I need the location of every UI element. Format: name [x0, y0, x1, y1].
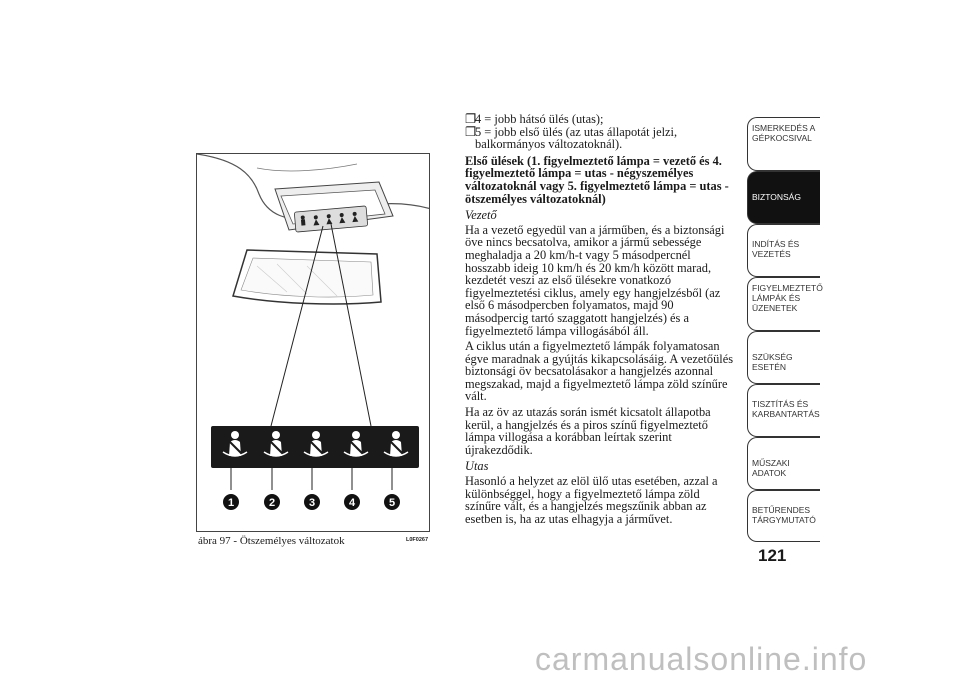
chapter-tabs — [747, 117, 823, 542]
tab-figyelmezteto[interactable] — [747, 277, 823, 331]
tab-label: ISMERKEDÉS A GÉPKOCSIVAL — [752, 123, 815, 143]
paragraph: Ha a vezető egyedül van a járműben, és a biztonsági öve nincs becsatolva, amikor a jármű sebessége meghaladja a 20 km/h-t vagy 5 másodpercnél hosszabb ideig 10 km/h és 20 km/h között marad, kezdetét veszi az első ülésekre vonatkozó figyelmeztetési ciklus, amely egy hangjelzésből (az első 6 másodpercben folyamatos, majd 90 másodpercig tartó szaggatott hangjelzés) és a figyelmeztető lámpa villogásából áll. — [465, 222, 725, 338]
figure-markers — [223, 494, 400, 510]
subheading-driver: Vezető — [465, 208, 497, 223]
figure-caption: ábra 97 - Ötszemélyes változatok — [198, 535, 345, 547]
tab-inditas[interactable] — [747, 224, 820, 277]
tab-label: TISZTÍTÁS ÉS KARBANTARTÁS — [752, 399, 820, 419]
tab-targymutato[interactable] — [747, 490, 820, 542]
figure-illustration — [196, 153, 430, 532]
marker-1-label: 1 — [227, 497, 235, 509]
tab-tisztitas[interactable] — [747, 384, 820, 437]
tab-biztonsag[interactable] — [747, 171, 820, 224]
marker-5-label: 5 — [388, 497, 396, 509]
bullet-text: 5 = jobb első ülés (az utas állapotát jelzi, balkormányos változatoknál). — [475, 124, 678, 152]
seatbelt-panel-illustration — [197, 154, 430, 532]
tab-label: SZÜKSÉG ESETÉN — [752, 352, 793, 372]
bullet-item — [465, 113, 737, 126]
tab-ismerkedes[interactable] — [747, 117, 820, 171]
paragraph: Hasonló a helyzet az elöl ülő utas esetében, azzal a különbséggel, hogy a figyelmeztető lámpa zöld színűre vált, és a hangjelzés megszűnik abban az esetben is, ha az utas elhagyja a járművet. — [465, 474, 718, 526]
tab-szukseg[interactable] — [747, 331, 820, 384]
tab-label: MŰSZAKI ADATOK — [752, 458, 790, 478]
tab-muszaki[interactable] — [747, 437, 820, 490]
bullet-item — [465, 126, 737, 151]
watermark: carmanualsonline.info — [535, 641, 868, 677]
paragraph: Ha az öv az utazás során ismét kicsatolt állapotba kerül, a hangjelzés és a piros színű figyelmeztető lámpa villogása a korábban leírtak szerint újrakezdődik. — [465, 405, 711, 457]
marker-4-label: 4 — [348, 497, 356, 509]
checkbox-bullet-icon: ❐ — [465, 112, 477, 126]
tab-label: BETŰRENDES TÁRGYMUTATÓ — [752, 505, 816, 525]
body-text — [465, 113, 737, 528]
tab-label: FIGYELMEZTETŐ LÁMPÁK ÉS ÜZENETEK — [752, 283, 823, 313]
bullet-text: 4 = jobb hátsó ülés (utas); — [475, 112, 604, 126]
subheading-passenger: Utas — [465, 459, 489, 474]
paragraph: A ciklus után a figyelmeztető lámpák folyamatosan égve maradnak a gyújtás kikapcsolásáig. A vezetőülés biztonsági öv becsatolásakor a hangjelzés azonnal megszakad, majd a figyelmeztető lámpa zöld színűre vált. — [465, 339, 734, 404]
marker-3-label: 3 — [308, 497, 316, 509]
section-heading: Első ülések (1. figyelmeztető lámpa = vezető és 4. figyelmeztető lámpa = utas - négyszemélyes változatoknál vagy 5. figyelmeztető lámpa = utas - ötszemélyes változatoknál) — [465, 153, 729, 206]
marker-2-label: 2 — [268, 497, 276, 509]
tab-label: INDÍTÁS ÉS VEZETÉS — [752, 239, 800, 259]
checkbox-bullet-icon: ❐ — [465, 124, 477, 139]
page-number: 121 — [758, 546, 787, 565]
tab-label: BIZTONSÁG — [752, 192, 801, 202]
figure-code: L0F0267 — [406, 537, 429, 543]
